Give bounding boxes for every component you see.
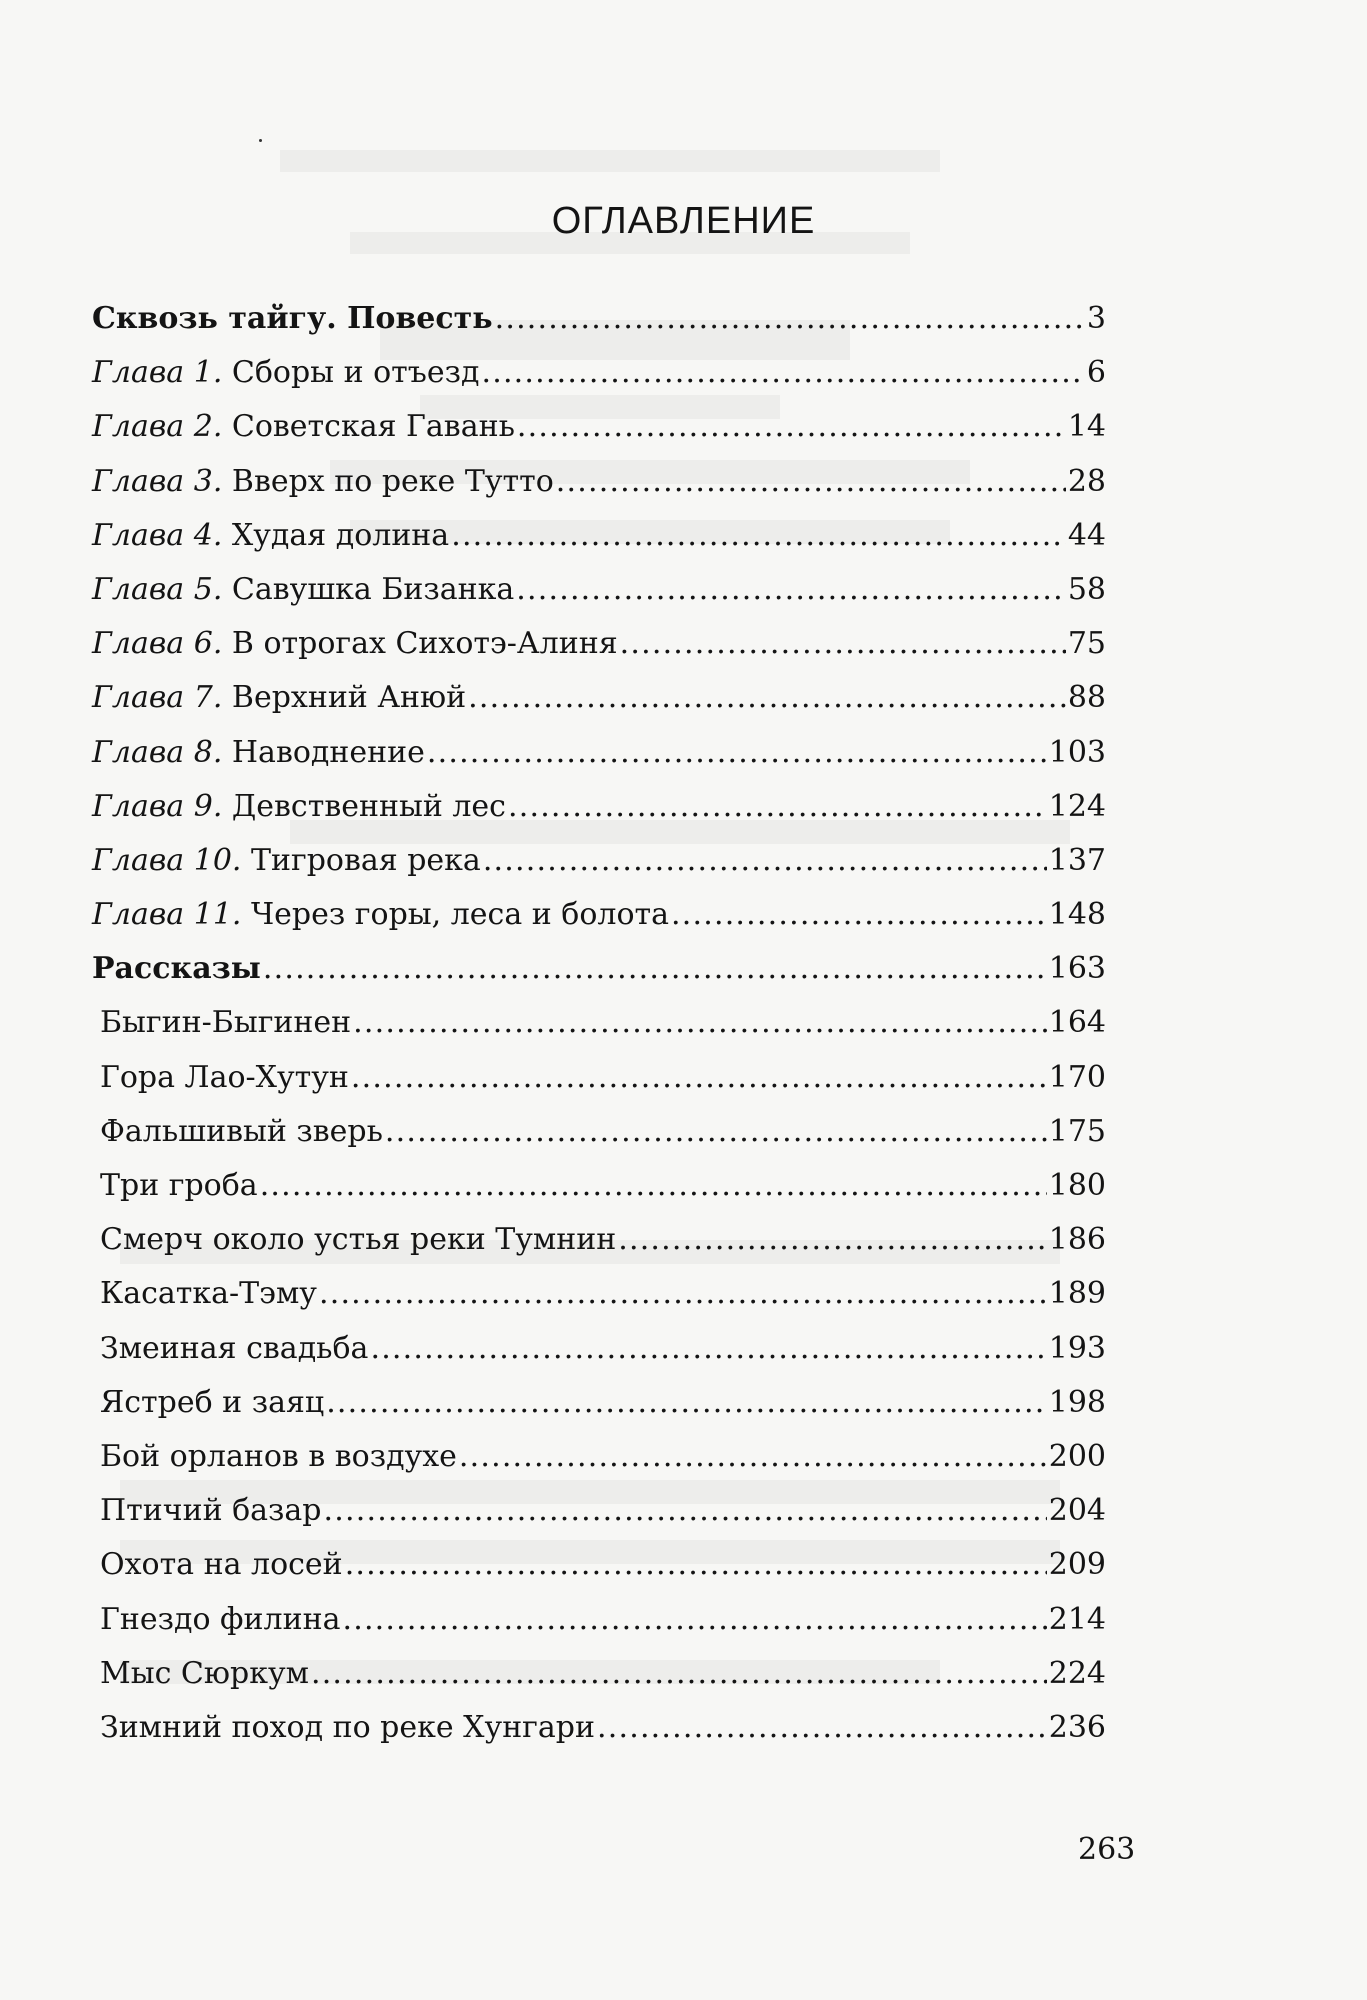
toc-entry-page: 170	[1048, 1059, 1106, 1095]
toc-entry-page: 175	[1048, 1113, 1106, 1149]
chapter-number: Глава 7.	[92, 680, 223, 716]
toc-entry-page: 209	[1048, 1547, 1106, 1583]
dot-leader	[326, 1376, 1047, 1430]
dot-leader	[481, 346, 1084, 400]
dot-leader	[620, 617, 1066, 671]
entry-label: Смерч около устья реки Тумнин	[100, 1222, 617, 1258]
toc-entry-page: 148	[1048, 897, 1106, 933]
toc-entry[interactable]	[92, 1430, 1106, 1484]
entry-label: Мыс Сюркум	[100, 1655, 309, 1691]
toc-entry-title	[100, 1701, 595, 1755]
toc-entry[interactable]	[92, 1376, 1106, 1430]
dot-leader	[342, 1593, 1046, 1647]
entry-label: Бой орланов в воздухе	[100, 1438, 457, 1474]
dot-leader	[517, 400, 1066, 454]
toc-entry[interactable]	[92, 1647, 1106, 1701]
toc-entry[interactable]	[92, 400, 1106, 454]
dot-leader	[483, 834, 1047, 888]
toc-entry[interactable]	[92, 996, 1106, 1050]
dot-leader	[427, 726, 1047, 780]
toc-entry-page: 193	[1048, 1330, 1106, 1366]
dot-leader	[311, 1647, 1047, 1701]
chapter-number: Глава 5.	[92, 571, 223, 607]
toc-entry-page: 186	[1048, 1222, 1106, 1258]
toc-entry-title	[100, 996, 351, 1050]
toc-entry-page: 103	[1048, 734, 1106, 770]
toc-entry-title	[92, 780, 506, 834]
entry-label: В отрогах Сихотэ-Алиня	[222, 626, 618, 662]
toc-entry[interactable]	[92, 1701, 1106, 1755]
dot-leader	[516, 563, 1066, 617]
toc-entry-page: 204	[1048, 1493, 1106, 1529]
toc-entry-title	[92, 671, 466, 725]
entry-label: Касатка-Тэму	[100, 1276, 317, 1312]
toc-entry[interactable]	[92, 617, 1106, 671]
toc-entry[interactable]	[92, 509, 1106, 563]
entry-label: Птичий базар	[100, 1493, 322, 1529]
toc-entry-title	[100, 1213, 616, 1267]
entry-label: Гнездо филина	[100, 1601, 341, 1637]
toc-entry-page: 189	[1048, 1276, 1106, 1312]
entry-label: Быгин-Быгинен	[100, 1005, 352, 1041]
entry-label: Зимний поход по реке Хунгари	[100, 1709, 595, 1745]
entry-label: Три гроба	[100, 1168, 258, 1203]
toc-entry-page: 224	[1048, 1655, 1106, 1691]
page-number: 263	[1078, 1832, 1136, 1867]
dot-leader	[385, 1105, 1047, 1159]
entry-label: Фальшивый зверь	[100, 1113, 383, 1149]
dot-leader	[459, 1430, 1047, 1484]
toc-entry-page: 6	[1086, 355, 1106, 391]
dot-leader	[370, 1322, 1046, 1376]
toc-entry-title	[100, 1105, 383, 1159]
entry-label: Верхний Анюй	[222, 680, 467, 716]
chapter-number: Глава 1.	[92, 355, 223, 391]
toc-entry-page: 88	[1067, 680, 1106, 716]
entry-label: Худая долина	[222, 517, 450, 553]
entry-label: Тигровая река	[241, 842, 481, 878]
toc-entry-title	[100, 1593, 340, 1647]
toc-entry-title	[100, 1647, 309, 1701]
toc-entry[interactable]	[92, 780, 1106, 834]
toc-entry-page: 137	[1048, 842, 1106, 878]
entry-label: Савушка Бизанка	[222, 571, 515, 607]
toc-entry[interactable]	[92, 455, 1106, 509]
toc-entry-page: 44	[1067, 517, 1106, 553]
entry-label: Через горы, леса и болота	[241, 897, 670, 933]
entry-label: Гора Лао-Хутун	[100, 1059, 349, 1095]
toc-entry-title	[92, 509, 449, 563]
dot-leader	[345, 1538, 1047, 1592]
toc-entry-title	[92, 726, 425, 780]
toc-entry[interactable]	[92, 888, 1106, 942]
entry-label: Советская Гавань	[222, 409, 515, 445]
entry-label: Рассказы	[92, 951, 261, 987]
toc-entry[interactable]	[92, 671, 1106, 725]
toc-entry[interactable]	[92, 1593, 1106, 1647]
toc-entry-title	[92, 292, 493, 346]
toc-entry-title	[92, 400, 515, 454]
dot-leader	[263, 942, 1047, 996]
dot-leader	[508, 780, 1047, 834]
toc-entry[interactable]	[92, 1267, 1106, 1321]
entry-label: Девственный лес	[222, 788, 506, 824]
toc-entry[interactable]	[92, 834, 1106, 888]
toc-entry-page: 198	[1048, 1384, 1106, 1420]
chapter-number: Глава 2.	[92, 409, 223, 445]
dot-leader	[319, 1267, 1047, 1321]
dot-leader	[597, 1701, 1047, 1755]
toc-entry-page: 75	[1067, 626, 1106, 662]
toc-entry[interactable]	[92, 1213, 1106, 1267]
dot-leader	[353, 996, 1047, 1050]
entry-label: Охота на лосей	[100, 1547, 343, 1583]
chapter-number: Глава 9.	[92, 788, 223, 824]
toc-entry-title	[100, 1322, 368, 1376]
toc-entry-page: 180	[1048, 1168, 1106, 1203]
toc-entry-title	[92, 834, 481, 888]
toc-entry-title	[100, 1267, 317, 1321]
chapter-number: Глава 11.	[92, 897, 242, 933]
toc-entry-page: 14	[1067, 409, 1106, 445]
chapter-number: Глава 10.	[92, 842, 242, 878]
dot-leader	[468, 671, 1066, 725]
toc-entry[interactable]	[92, 1159, 1106, 1213]
chapter-number: Глава 6.	[92, 626, 223, 662]
entry-label: Змеиная свадьба	[100, 1330, 369, 1366]
toc-entry[interactable]	[92, 292, 1106, 346]
toc-entry[interactable]	[92, 942, 1106, 996]
toc-entry[interactable]	[92, 563, 1106, 617]
toc-entry-page: 200	[1048, 1438, 1106, 1474]
toc-entry-page: 28	[1067, 463, 1106, 499]
entry-label: Сквозь тайгу. Повесть	[92, 301, 493, 336]
toc-entry[interactable]	[92, 1322, 1106, 1376]
toc-entry-page: 236	[1048, 1709, 1106, 1745]
toc-entry-title	[100, 1376, 324, 1430]
toc-entry[interactable]	[92, 726, 1106, 780]
toc-entry-page: 124	[1048, 788, 1106, 824]
toc-entry-title	[100, 1484, 322, 1538]
dot-leader	[451, 509, 1066, 563]
entry-label: Вверх по реке Тутто	[222, 463, 554, 499]
entry-label: Наводнение	[222, 734, 425, 770]
dot-leader	[260, 1159, 1047, 1213]
toc-entry-page: 214	[1048, 1601, 1106, 1637]
toc-entry-title	[100, 1051, 349, 1105]
entry-label: Сборы и отъезд	[222, 355, 480, 391]
dot-leader	[556, 455, 1066, 509]
toc-entry[interactable]	[92, 346, 1106, 400]
toc-entry[interactable]	[92, 1538, 1106, 1592]
toc-entry-page: 163	[1048, 951, 1106, 987]
chapter-number: Глава 4.	[92, 517, 223, 553]
toc-entry-title	[92, 888, 669, 942]
toc-entry-title	[92, 617, 618, 671]
dot-leader	[324, 1484, 1047, 1538]
toc-entry-page: 3	[1086, 301, 1106, 336]
dot-leader	[351, 1051, 1047, 1105]
toc-entry-title	[92, 563, 514, 617]
toc-entry[interactable]	[92, 1484, 1106, 1538]
dot-leader	[495, 292, 1085, 346]
toc-entry-page: 58	[1067, 571, 1106, 607]
toc-entry-title	[92, 346, 479, 400]
table-of-contents	[92, 292, 1106, 1755]
toc-entry[interactable]	[92, 1051, 1106, 1105]
toc-entry-title	[92, 942, 261, 996]
toc-entry-page: 164	[1048, 1005, 1106, 1041]
toc-entry-title	[100, 1538, 343, 1592]
toc-entry[interactable]	[92, 1105, 1106, 1159]
toc-entry-title	[92, 455, 554, 509]
chapter-number: Глава 8.	[92, 734, 223, 770]
chapter-number: Глава 3.	[92, 463, 223, 499]
toc-entry-title	[100, 1159, 258, 1213]
dot-leader	[618, 1213, 1047, 1267]
page-title: ОГЛАВЛЕНИЕ	[551, 200, 816, 242]
paper-speck	[259, 139, 262, 142]
entry-label: Ястреб и заяц	[100, 1384, 325, 1420]
dot-leader	[671, 888, 1047, 942]
toc-entry-title	[100, 1430, 457, 1484]
